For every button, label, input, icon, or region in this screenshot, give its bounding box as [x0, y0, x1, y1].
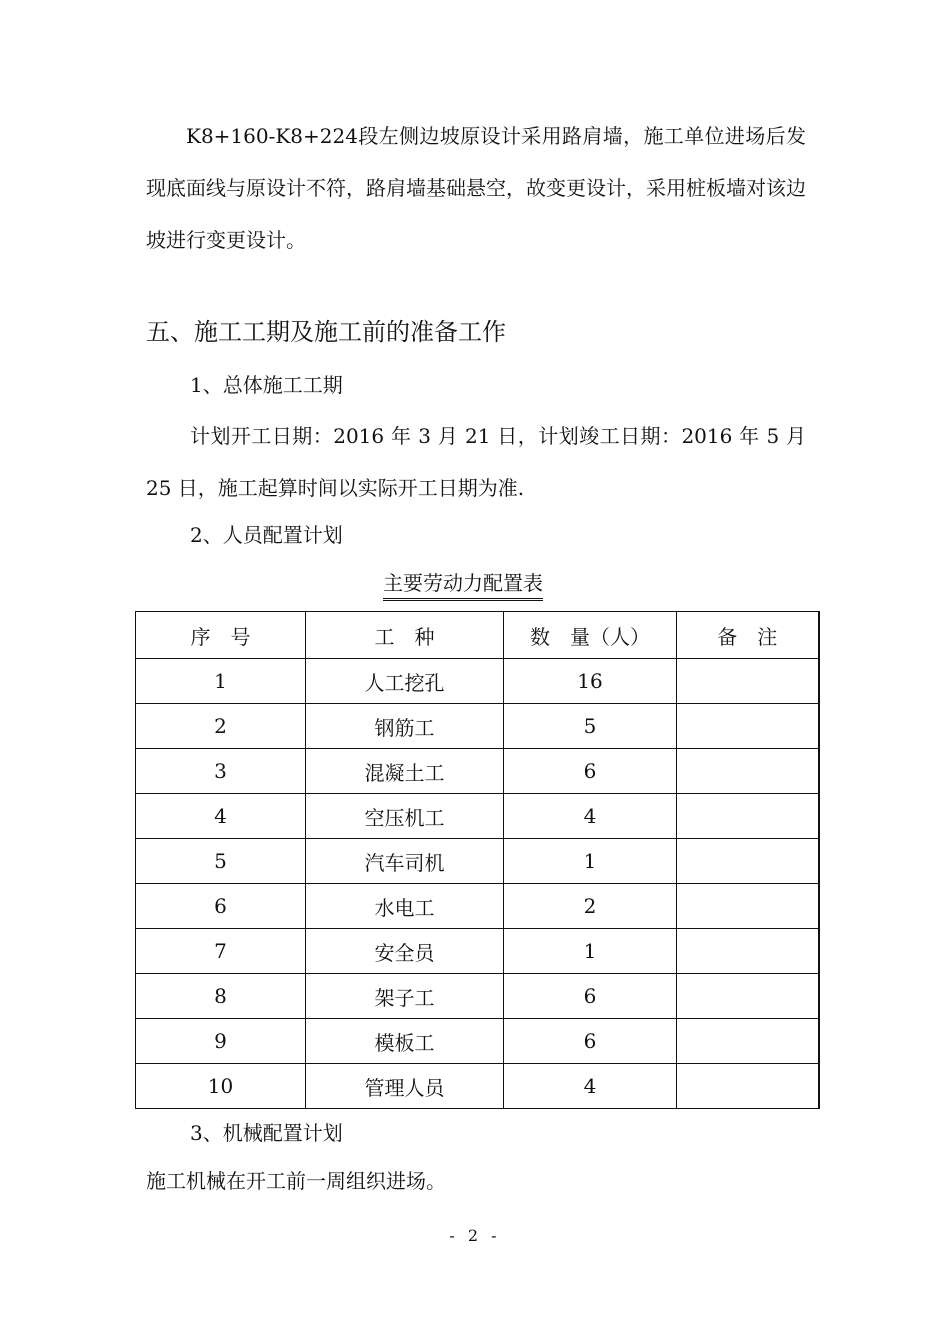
table-row — [136, 974, 819, 1019]
table-caption: 主要劳动力配置表 — [383, 568, 543, 601]
cell-note — [677, 884, 819, 929]
header-count: 数 量（人） — [504, 612, 677, 659]
cell-count: 1 — [504, 929, 677, 974]
cell-trade: 模板工 — [306, 1019, 504, 1064]
cell-note — [677, 974, 819, 1019]
cell-no: 1 — [136, 659, 306, 704]
table-row — [136, 884, 819, 929]
section-title: 五、施工工期及施工前的准备工作 — [146, 318, 506, 346]
table-row — [136, 704, 819, 749]
cell-count: 6 — [504, 1019, 677, 1064]
cell-note — [677, 749, 819, 794]
cell-note — [677, 929, 819, 974]
cell-note — [677, 839, 819, 884]
machinery-paragraph: 施工机械在开工前一周组织进场。 — [146, 1169, 446, 1193]
cell-trade: 管理人员 — [306, 1064, 504, 1109]
cell-count: 1 — [504, 839, 677, 884]
cell-no: 10 — [136, 1064, 306, 1109]
cell-count: 4 — [504, 794, 677, 839]
cell-trade: 汽车司机 — [306, 839, 504, 884]
cell-note — [677, 1064, 819, 1109]
cell-note — [677, 704, 819, 749]
cell-no: 4 — [136, 794, 306, 839]
schedule-paragraph: 计划开工日期：2016 年 3 月 21 日，计划竣工日期：2016 年 5 月 25 日，施工起算时间以实际开工日期为准. — [146, 424, 806, 500]
cell-note — [677, 659, 819, 704]
cell-count: 2 — [504, 884, 677, 929]
cell-no: 2 — [136, 704, 306, 749]
header-no: 序 号 — [136, 612, 306, 659]
table-row — [136, 929, 819, 974]
cell-count: 5 — [504, 704, 677, 749]
cell-trade: 水电工 — [306, 884, 504, 929]
cell-trade: 安全员 — [306, 929, 504, 974]
subsection-title-machinery: 3、机械配置计划 — [190, 1121, 343, 1145]
cell-trade: 钢筋工 — [306, 704, 504, 749]
cell-no: 3 — [136, 749, 306, 794]
cell-count: 16 — [504, 659, 677, 704]
subsection-title-schedule: 1、总体施工工期 — [190, 373, 343, 397]
table-row — [136, 794, 819, 839]
cell-trade: 空压机工 — [306, 794, 504, 839]
intro-paragraph: K8+160-K8+224段左侧边坡原设计采用路肩墙，施工单位进场后发现底面线与原设计不符，路肩墙基础悬空，故变更设计，采用桩板墙对该边坡进行变更设计。 — [146, 124, 806, 252]
header-note: 备 注 — [677, 612, 819, 659]
cell-trade: 人工挖孔 — [306, 659, 504, 704]
subsection-title-staffing: 2、人员配置计划 — [190, 523, 343, 547]
cell-trade: 架子工 — [306, 974, 504, 1019]
cell-count: 6 — [504, 974, 677, 1019]
page-number: - 2 - — [449, 1226, 501, 1245]
cell-no: 6 — [136, 884, 306, 929]
table-row — [136, 839, 819, 884]
table-row — [136, 749, 819, 794]
table-row — [136, 1019, 819, 1064]
cell-note — [677, 794, 819, 839]
cell-no: 9 — [136, 1019, 306, 1064]
cell-note — [677, 1019, 819, 1064]
cell-count: 6 — [504, 749, 677, 794]
labor-table — [135, 611, 820, 1109]
cell-no: 8 — [136, 974, 306, 1019]
table-row — [136, 1064, 819, 1109]
cell-count: 4 — [504, 1064, 677, 1109]
table-header-row — [136, 612, 819, 659]
cell-trade: 混凝土工 — [306, 749, 504, 794]
cell-no: 7 — [136, 929, 306, 974]
header-trade: 工 种 — [306, 612, 504, 659]
cell-no: 5 — [136, 839, 306, 884]
table-row — [136, 659, 819, 704]
